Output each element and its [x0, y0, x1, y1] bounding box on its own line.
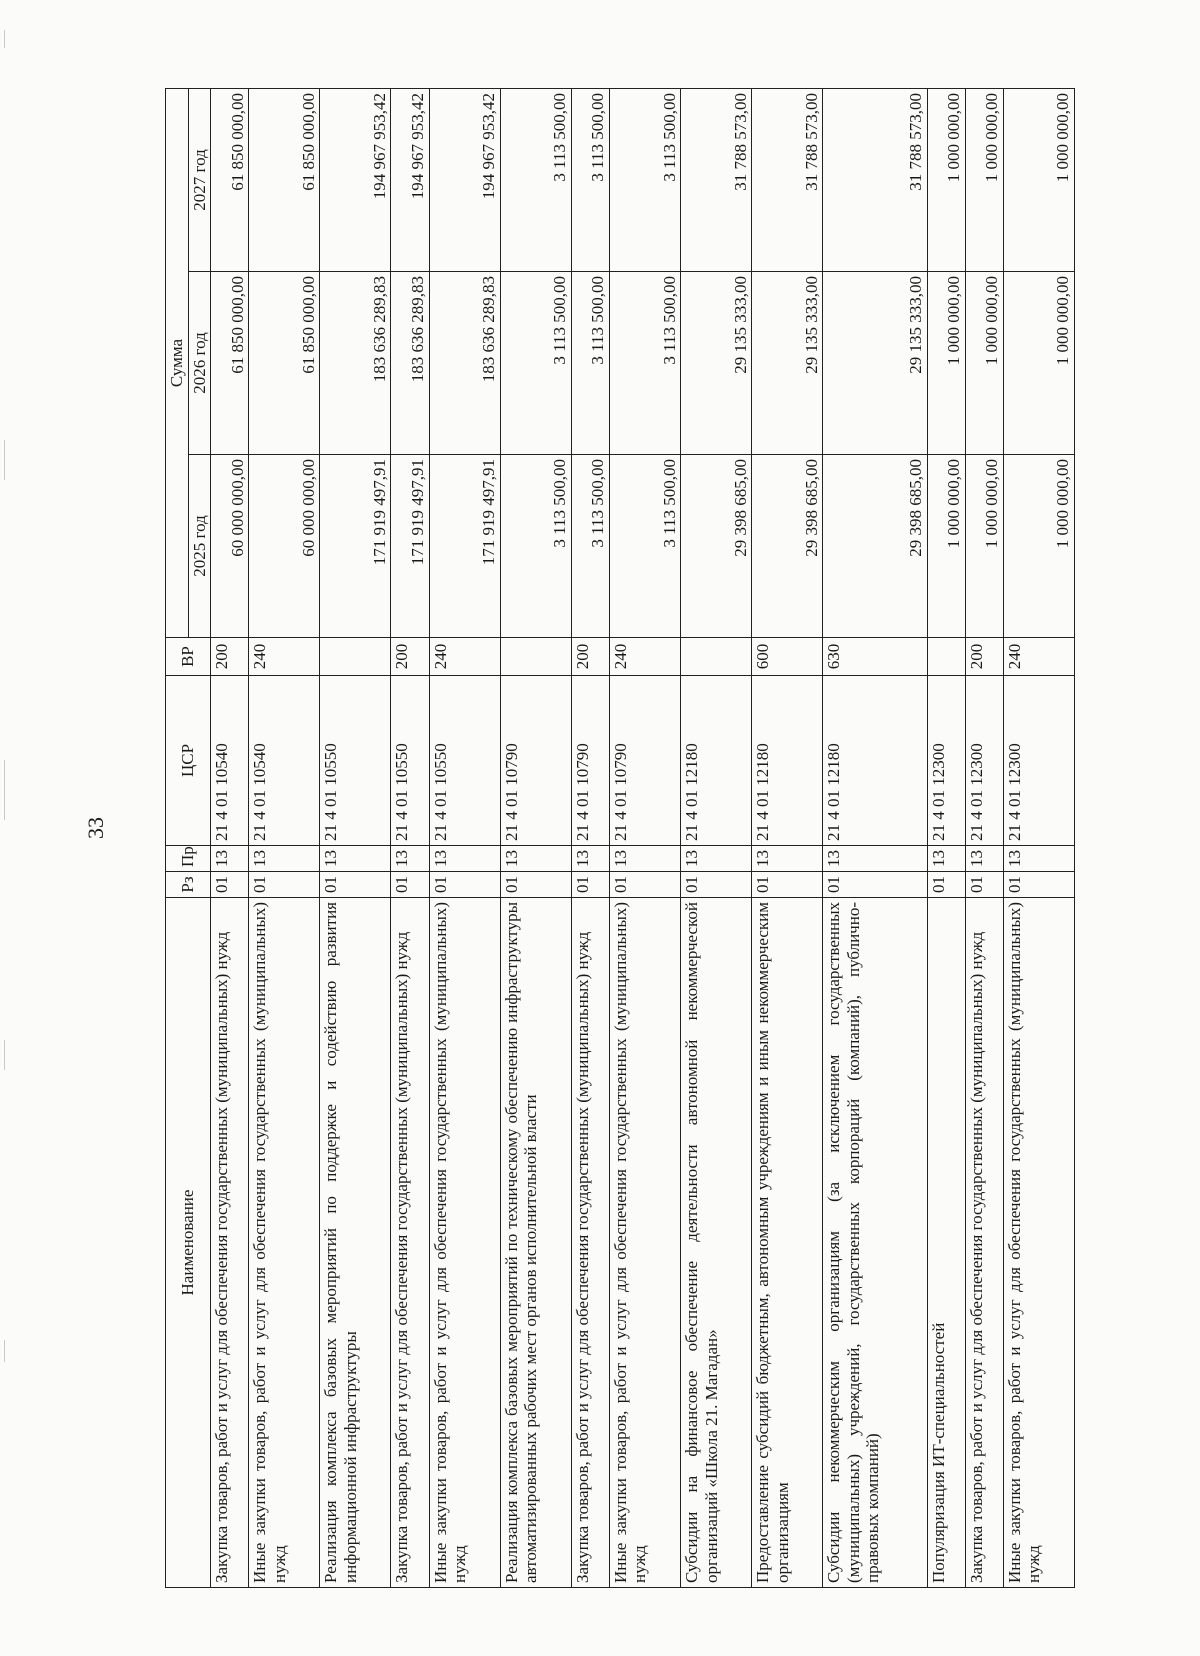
- row-sum-2027: 194 967 953,42: [429, 89, 500, 272]
- row-rz: 01: [249, 872, 320, 898]
- header-pr: Пр: [166, 846, 211, 872]
- row-sum-2026: 61 850 000,00: [211, 272, 249, 455]
- row-vr: [681, 638, 752, 676]
- row-sum-2027: 31 788 573,00: [752, 89, 823, 272]
- row-sum-2025: 171 919 497,91: [391, 455, 429, 638]
- table-row: [320, 89, 391, 1588]
- row-rz: 01: [965, 872, 1003, 898]
- row-sum-2025: 60 000 000,00: [249, 455, 320, 638]
- row-sum-2025: 171 919 497,91: [320, 455, 391, 638]
- scan-edge-mark: [4, 30, 5, 48]
- row-sum-2026: 1 000 000,00: [965, 272, 1003, 455]
- row-rz: 01: [927, 872, 965, 898]
- row-pr: 13: [500, 846, 571, 872]
- header-csr: ЦСР: [166, 676, 211, 846]
- row-csr: 21 4 01 12300: [965, 676, 1003, 846]
- row-sum-2027: 1 000 000,00: [927, 89, 965, 272]
- row-pr: 13: [681, 846, 752, 872]
- row-sum-2025: 29 398 685,00: [823, 455, 927, 638]
- row-pr: 13: [320, 846, 391, 872]
- row-sum-2026: 3 113 500,00: [500, 272, 571, 455]
- scan-edge-mark: [4, 440, 5, 480]
- row-rz: 01: [823, 872, 927, 898]
- row-sum-2025: 1 000 000,00: [927, 455, 965, 638]
- row-name: Субсидии некоммерческим организациям (за исключением государственных (муниципальных) учреждений, государственных корпораций (компаний), публично-правовых компаний): [823, 898, 927, 1588]
- row-csr: 21 4 01 12300: [1003, 676, 1074, 846]
- table-row: [211, 89, 249, 1588]
- table-row: [429, 89, 500, 1588]
- row-csr: 21 4 01 12180: [681, 676, 752, 846]
- row-vr: 240: [249, 638, 320, 676]
- row-sum-2027: 31 788 573,00: [681, 89, 752, 272]
- row-vr: 200: [391, 638, 429, 676]
- row-rz: 01: [500, 872, 571, 898]
- row-sum-2027: 194 967 953,42: [391, 89, 429, 272]
- row-csr: 21 4 01 10540: [211, 676, 249, 846]
- row-vr: [500, 638, 571, 676]
- table-row: [609, 89, 680, 1588]
- row-sum-2026: 1 000 000,00: [1003, 272, 1074, 455]
- row-name: Иные закупки товаров, работ и услуг для обеспечения государственных (муниципальных) нужд: [249, 898, 320, 1588]
- row-sum-2025: 29 398 685,00: [752, 455, 823, 638]
- row-name: Закупка товаров, работ и услуг для обеспечения государственных (муниципальных) нужд: [571, 898, 609, 1588]
- row-sum-2025: 1 000 000,00: [965, 455, 1003, 638]
- row-sum-2027: 1 000 000,00: [965, 89, 1003, 272]
- header-year-2025: 2025 год: [188, 455, 211, 638]
- row-name: Иные закупки товаров, работ и услуг для обеспечения государственных (муниципальных) нужд: [1003, 898, 1074, 1588]
- row-pr: 13: [823, 846, 927, 872]
- header-vr: ВР: [166, 638, 211, 676]
- rotated-page-area: [165, 88, 1075, 1588]
- row-name: Реализация комплекса базовых мероприятий по поддержке и содействию развития информационной инфраструктуры: [320, 898, 391, 1588]
- row-name: Закупка товаров, работ и услуг для обеспечения государственных (муниципальных) нужд: [391, 898, 429, 1588]
- row-name: Популяризация ИТ-специальностей: [927, 898, 965, 1588]
- table-row: [681, 89, 752, 1588]
- table-row: [752, 89, 823, 1588]
- row-vr: [927, 638, 965, 676]
- scan-edge-mark: [4, 760, 5, 820]
- row-sum-2025: 3 113 500,00: [571, 455, 609, 638]
- table-body: [211, 89, 1075, 1588]
- scan-edge-mark: [4, 1340, 5, 1362]
- row-sum-2025: 1 000 000,00: [1003, 455, 1074, 638]
- row-sum-2027: 194 967 953,42: [320, 89, 391, 272]
- header-year-2026: 2026 год: [188, 272, 211, 455]
- row-name: Предоставление субсидий бюджетным, автономным учреждениям и иным некоммерческим организациям: [752, 898, 823, 1588]
- table-row: [927, 89, 965, 1588]
- row-pr: 13: [429, 846, 500, 872]
- row-name: Иные закупки товаров, работ и услуг для обеспечения государственных (муниципальных) нужд: [609, 898, 680, 1588]
- header-row: [166, 89, 189, 1588]
- row-sum-2026: 3 113 500,00: [609, 272, 680, 455]
- row-sum-2027: 3 113 500,00: [571, 89, 609, 272]
- row-rz: 01: [211, 872, 249, 898]
- row-pr: 13: [571, 846, 609, 872]
- row-csr: 21 4 01 10790: [609, 676, 680, 846]
- table-row: [391, 89, 429, 1588]
- row-vr: 200: [571, 638, 609, 676]
- row-vr: 240: [429, 638, 500, 676]
- header-year-2027: 2027 год: [188, 89, 211, 272]
- row-sum-2027: 3 113 500,00: [500, 89, 571, 272]
- row-sum-2026: 3 113 500,00: [571, 272, 609, 455]
- table-row: [571, 89, 609, 1588]
- row-sum-2027: 1 000 000,00: [1003, 89, 1074, 272]
- header-rz: Рз: [166, 872, 211, 898]
- row-csr: 21 4 01 10540: [249, 676, 320, 846]
- row-rz: 01: [752, 872, 823, 898]
- row-sum-2025: 29 398 685,00: [681, 455, 752, 638]
- row-csr: 21 4 01 12180: [752, 676, 823, 846]
- row-name: Закупка товаров, работ и услуг для обеспечения государственных (муниципальных) нужд: [211, 898, 249, 1588]
- row-sum-2025: 3 113 500,00: [500, 455, 571, 638]
- row-pr: 13: [391, 846, 429, 872]
- row-pr: 13: [927, 846, 965, 872]
- table-row: [965, 89, 1003, 1588]
- table-row: [500, 89, 571, 1588]
- page-number: 33: [83, 817, 108, 839]
- rotated-table-container: [165, 88, 1075, 1588]
- row-name: Закупка товаров, работ и услуг для обеспечения государственных (муниципальных) нужд: [965, 898, 1003, 1588]
- row-pr: 13: [211, 846, 249, 872]
- row-sum-2027: 61 850 000,00: [211, 89, 249, 272]
- budget-table: [165, 88, 1075, 1588]
- row-sum-2026: 29 135 333,00: [823, 272, 927, 455]
- row-vr: [320, 638, 391, 676]
- row-rz: 01: [1003, 872, 1074, 898]
- row-csr: 21 4 01 10790: [500, 676, 571, 846]
- row-name: Реализация комплекса базовых мероприятий по техническому обеспечению инфраструктуры автоматизированных рабочих мест органов исполнительной власти: [500, 898, 571, 1588]
- row-sum-2026: 183 636 289,83: [391, 272, 429, 455]
- row-rz: 01: [320, 872, 391, 898]
- row-rz: 01: [391, 872, 429, 898]
- row-vr: 630: [823, 638, 927, 676]
- row-sum-2026: 29 135 333,00: [681, 272, 752, 455]
- row-pr: 13: [752, 846, 823, 872]
- row-sum-2027: 61 850 000,00: [249, 89, 320, 272]
- row-csr: 21 4 01 10550: [320, 676, 391, 846]
- row-vr: 600: [752, 638, 823, 676]
- header-sum: Сумма: [166, 89, 189, 638]
- row-pr: 13: [1003, 846, 1074, 872]
- table-header: [166, 89, 211, 1588]
- row-sum-2025: 171 919 497,91: [429, 455, 500, 638]
- row-name: Иные закупки товаров, работ и услуг для обеспечения государственных (муниципальных) нужд: [429, 898, 500, 1588]
- row-rz: 01: [681, 872, 752, 898]
- row-sum-2025: 3 113 500,00: [609, 455, 680, 638]
- row-sum-2026: 183 636 289,83: [429, 272, 500, 455]
- header-name: Наименование: [166, 898, 211, 1588]
- row-sum-2026: 1 000 000,00: [927, 272, 965, 455]
- row-vr: 200: [211, 638, 249, 676]
- scan-edge-mark: [4, 1040, 5, 1070]
- row-csr: 21 4 01 12180: [823, 676, 927, 846]
- row-pr: 13: [249, 846, 320, 872]
- row-rz: 01: [429, 872, 500, 898]
- row-csr: 21 4 01 12300: [927, 676, 965, 846]
- table-row: [1003, 89, 1074, 1588]
- row-rz: 01: [609, 872, 680, 898]
- row-sum-2026: 29 135 333,00: [752, 272, 823, 455]
- row-sum-2027: 3 113 500,00: [609, 89, 680, 272]
- row-csr: 21 4 01 10550: [429, 676, 500, 846]
- row-sum-2025: 60 000 000,00: [211, 455, 249, 638]
- row-name: Субсидии на финансовое обеспечение деятельности автономной некоммерческой организаций «Школа 21. Магадан»: [681, 898, 752, 1588]
- row-sum-2026: 183 636 289,83: [320, 272, 391, 455]
- row-sum-2026: 61 850 000,00: [249, 272, 320, 455]
- row-csr: 21 4 01 10550: [391, 676, 429, 846]
- table-row: [823, 89, 927, 1588]
- row-vr: 240: [609, 638, 680, 676]
- row-rz: 01: [571, 872, 609, 898]
- row-pr: 13: [965, 846, 1003, 872]
- row-sum-2027: 31 788 573,00: [823, 89, 927, 272]
- row-vr: 200: [965, 638, 1003, 676]
- row-pr: 13: [609, 846, 680, 872]
- table-row: [249, 89, 320, 1588]
- row-vr: 240: [1003, 638, 1074, 676]
- row-csr: 21 4 01 10790: [571, 676, 609, 846]
